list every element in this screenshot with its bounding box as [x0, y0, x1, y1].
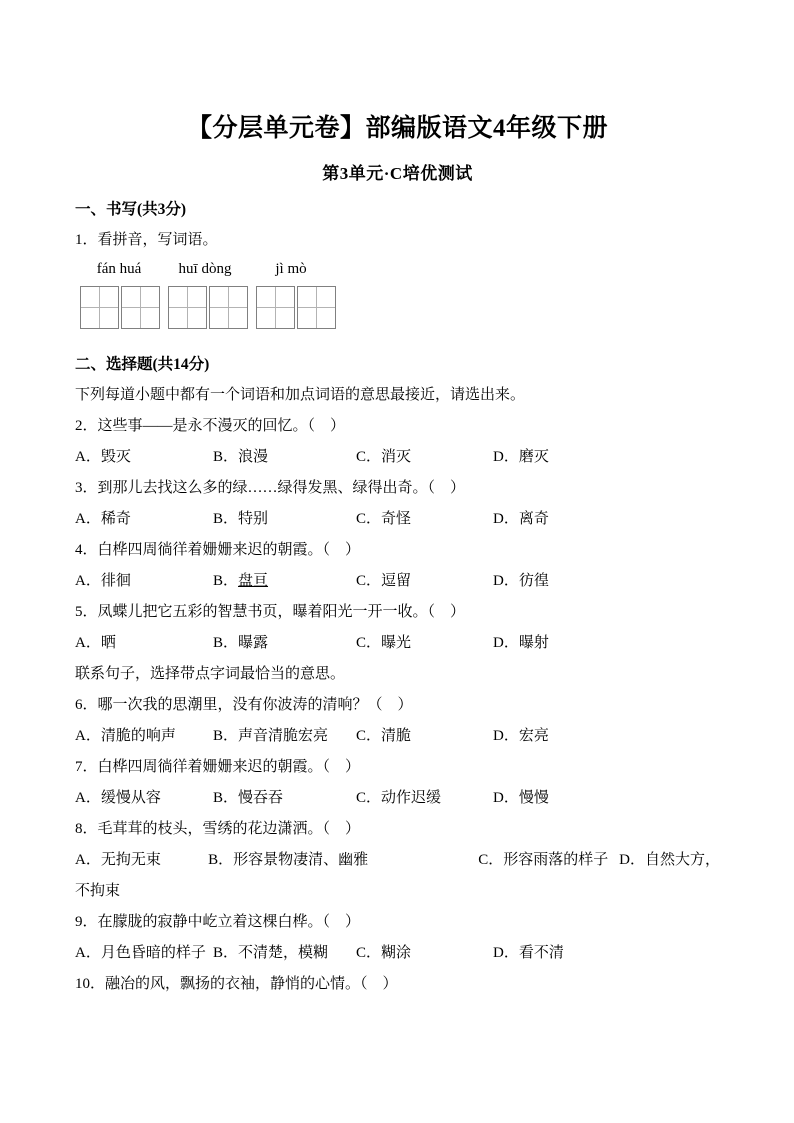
page-title: 【分层单元卷】部编版语文4年级下册	[186, 115, 608, 142]
option-b: B．特别	[213, 511, 269, 527]
question-7-stem: 7．白桦四周徜徉着姗姗来迟的朝霞。（ ）	[75, 759, 361, 775]
tianzige-cell	[100, 308, 119, 329]
option-c: C．清脆	[356, 728, 412, 744]
tianzige-cell	[188, 308, 207, 329]
option-c: C．糊涂	[356, 945, 412, 961]
option-d: D．曝射	[493, 635, 549, 651]
pinyin-row	[80, 256, 720, 282]
question-2-stem: 2．这些事——是永不漫灭的回忆。（ ）	[75, 418, 346, 434]
option-d: D．宏亮	[493, 728, 549, 744]
question-9-stem: 9．在朦胧的寂静中屹立着这棵白桦。（ ）	[75, 914, 361, 930]
question-1-stem: 1．看拼音，写词语。	[75, 232, 218, 248]
tianzige-cell	[257, 287, 276, 308]
section-choice-heading: 二、选择题(共14分)	[75, 356, 210, 373]
pinyin-word-1: fán huá	[96, 261, 142, 277]
page-subtitle: 第3单元·C培优测试	[322, 164, 473, 183]
question-8-stem: 8．毛茸茸的枝头，雪绣的花边潇洒。（ ）	[75, 821, 361, 837]
option-a: A．稀奇	[75, 511, 131, 527]
tianzige-cell	[257, 308, 276, 329]
section-choice-intro: 下列每道小题中都有一个词语和加点词语的意思最接近，请选出来。	[75, 387, 526, 403]
option-c: C．曝光	[356, 635, 412, 651]
tianzige-cell	[276, 308, 295, 329]
question-7-options	[75, 783, 720, 814]
question-10-stem: 10．融冶的风，飘扬的衣袖，静悄的心情。（ ）	[75, 976, 398, 992]
option-a: A．月色昏暗的样子	[75, 945, 206, 961]
tianzige-cell	[141, 308, 160, 329]
option-d: D．磨灭	[493, 449, 549, 465]
option-b: B．浪漫	[213, 449, 269, 465]
tianzige-cell	[122, 308, 141, 329]
option-a: A．毁灭	[75, 449, 131, 465]
pinyin-word-2: huī dòng	[178, 261, 232, 277]
tianzige-cell	[317, 308, 336, 329]
tianzige-cell	[122, 287, 141, 308]
tianzige-cell	[100, 287, 119, 308]
tianzige-square	[168, 286, 207, 329]
tianzige-square	[297, 286, 336, 329]
tianzige-square	[121, 286, 160, 329]
writing-grids	[80, 286, 720, 329]
option-b-prefix: B．	[213, 573, 239, 589]
option-a: A．缓慢从容	[75, 790, 161, 806]
tianzige-cell	[188, 287, 207, 308]
question-8-option-d-continuation: 不拘束	[75, 883, 121, 899]
tianzige-square	[256, 286, 295, 329]
option-d: D．自然大方，	[619, 852, 720, 868]
writing-grid-group-3	[256, 286, 336, 329]
option-a: A．徘徊	[75, 573, 131, 589]
section-writing-heading: 一、书写(共3分)	[75, 201, 187, 218]
option-a: A．清脆的响声	[75, 728, 176, 744]
tianzige-cell	[276, 287, 295, 308]
option-c: C．消灭	[356, 449, 412, 465]
tianzige-cell	[169, 287, 188, 308]
option-b: B．不清楚，模糊	[213, 945, 329, 961]
tianzige-cell	[210, 287, 229, 308]
question-9-options	[75, 938, 720, 969]
option-c: C．动作迟缓	[356, 790, 442, 806]
option-d: D．离奇	[493, 511, 549, 527]
tianzige-cell	[210, 308, 229, 329]
question-3-stem: 3．到那儿去找这么多的绿……绿得发黑、绿得出奇。（ ）	[75, 480, 466, 496]
tianzige-cell	[229, 287, 248, 308]
tianzige-cell	[141, 287, 160, 308]
option-b: B．慢吞吞	[213, 790, 284, 806]
writing-grid-group-1	[80, 286, 160, 329]
option-c: C．形容雨落的样子	[478, 852, 609, 868]
option-b-underlined-word: 盘亘	[238, 573, 269, 589]
question-6-options	[75, 721, 720, 752]
option-b	[213, 566, 356, 597]
tianzige-cell	[298, 308, 317, 329]
question-8-options	[75, 845, 720, 876]
tianzige-square	[209, 286, 248, 329]
tianzige-cell	[81, 308, 100, 329]
question-4-options	[75, 566, 720, 597]
option-d: D．慢慢	[493, 790, 549, 806]
option-a: A．晒	[75, 635, 116, 651]
option-b: B．曝露	[213, 635, 269, 651]
question-6-stem: 6．哪一次我的思潮里，没有你波涛的清响？（ ）	[75, 697, 413, 713]
option-c: C．奇怪	[356, 511, 412, 527]
tianzige-cell	[317, 287, 336, 308]
option-d: D．看不清	[493, 945, 564, 961]
question-5-stem: 5．凤蝶儿把它五彩的智慧书页，曝着阳光一开一收。（ ）	[75, 604, 466, 620]
pinyin-word-3: jì mò	[275, 261, 307, 277]
writing-grid-group-2	[168, 286, 248, 329]
tianzige-cell	[81, 287, 100, 308]
tianzige-cell	[169, 308, 188, 329]
question-5-options	[75, 628, 720, 659]
tianzige-cell	[298, 287, 317, 308]
option-d: D．彷徨	[493, 573, 549, 589]
question-3-options	[75, 504, 720, 535]
option-c: C．逗留	[356, 573, 412, 589]
question-4-stem: 4．白桦四周徜徉着姗姗来迟的朝霞。（ ）	[75, 542, 361, 558]
tianzige-square	[80, 286, 119, 329]
option-a: A．无拘无束	[75, 852, 161, 868]
option-b: B．形容景物凄清、幽雅	[208, 852, 369, 868]
option-b: B．声音清脆宏亮	[213, 728, 329, 744]
question-2-options	[75, 442, 720, 473]
section-choice-note: 联系句子，选择带点字词最恰当的意思。	[75, 666, 346, 682]
tianzige-cell	[229, 308, 248, 329]
